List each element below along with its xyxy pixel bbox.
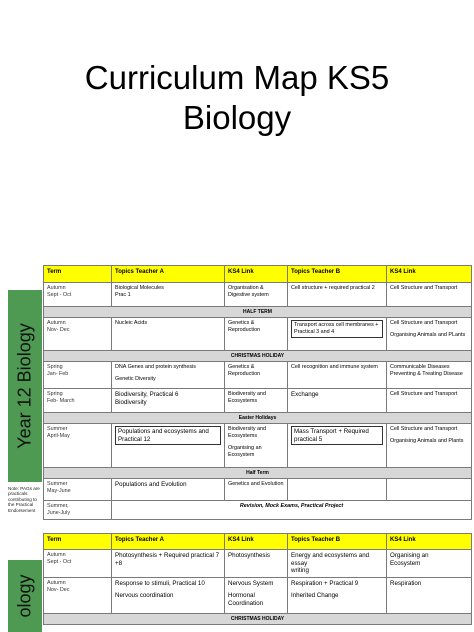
year12-label-text: Year 12 Biology xyxy=(14,323,35,449)
topics-b-cell: Exchange xyxy=(288,389,387,413)
table-row xyxy=(44,362,472,389)
header-topics-a: Topics Teacher A xyxy=(112,534,225,550)
topics-a-cell: Populations and ecosystems and Practical 12 xyxy=(112,424,225,468)
topics-a-cell: Nucleic Acids xyxy=(112,318,225,351)
ks4-a-cell: Genetics and Evolution xyxy=(225,479,288,501)
title-line-1: Curriculum Map KS5 xyxy=(84,59,390,96)
ks4-b-cell: Communicable Diseases Preventing & Treating Disease xyxy=(387,362,472,389)
term-cell: Autumn Nov- Dec xyxy=(44,318,112,351)
term-cell: Autumn Sept - Oct xyxy=(44,550,112,578)
page-title xyxy=(0,58,474,138)
table-row xyxy=(44,479,472,501)
revision-cell: Revision, Mock Exams, Practical Project xyxy=(112,501,472,520)
topics-b-cell: Cell recognition and immune system xyxy=(288,362,387,389)
term-cell: Spring Feb- March xyxy=(44,389,112,413)
table-row xyxy=(44,577,472,613)
term-cell: Autumn Sept - Oct xyxy=(44,283,112,307)
table-header-row xyxy=(44,534,472,550)
term-cell: Summer April-May xyxy=(44,424,112,468)
header-ks4-b: KS4 Link xyxy=(387,534,472,550)
topics-a-cell: Populations and Evolution xyxy=(112,479,225,501)
topics-b-cell: Mass Transport + Required practical 5 xyxy=(288,424,387,468)
header-term: Term xyxy=(44,534,112,550)
topics-a-cell: DNA Genes and protein synthesis Genetic Diversity xyxy=(112,362,225,389)
ks4-b-cell: Cell Structure and Transport Organising Animals and Plants xyxy=(387,424,472,468)
ks4-b-cell: Cell Structure and Transport xyxy=(387,283,472,307)
ks4-b-cell: Organising an Ecosystem xyxy=(387,550,472,578)
term-cell: Summer, June-July xyxy=(44,501,112,520)
year13-side-label xyxy=(8,560,42,632)
year12-curriculum-table xyxy=(43,265,472,520)
topics-a-cell: Biodiversity, Practical 6 Biodiversity xyxy=(112,389,225,413)
table-row xyxy=(44,550,472,578)
ks4-b-cell xyxy=(387,479,472,501)
term-cell: Spring Jan- Feb xyxy=(44,362,112,389)
term-cell: Summer May-June xyxy=(44,479,112,501)
table-row xyxy=(44,501,472,520)
holiday-row: Easter Holidays xyxy=(44,413,472,424)
ks4-b-cell: Respiration xyxy=(387,577,472,613)
ks4-b-cell: Cell Structure and Transport Organising Animals and PLants xyxy=(387,318,472,351)
title-line-2: Biology xyxy=(182,99,292,136)
holiday-row: Half Term xyxy=(44,468,472,479)
ks4-a-cell: Genetics & Reproduction xyxy=(225,362,288,389)
table-row xyxy=(44,424,472,468)
header-topics-b: Topics Teacher B xyxy=(288,534,387,550)
year13-curriculum-table xyxy=(43,533,472,625)
header-ks4-b: KS4 Link xyxy=(387,266,472,283)
holiday-row: HALF TERM xyxy=(44,307,472,318)
topics-b-cell: Transport across cell membranes + Practical 3 and 4 xyxy=(288,318,387,351)
table-row xyxy=(44,283,472,307)
ks4-a-cell: Genetics & Reproduction xyxy=(225,318,288,351)
topics-b-cell: Cell structure + required practical 2 xyxy=(288,283,387,307)
year13-label-text: ology xyxy=(14,574,35,618)
topics-b-cell: Energy and ecosystems and essay writing xyxy=(288,550,387,578)
practical-note: Note: PAGs are practicals contributing to the Practical Endorsement xyxy=(8,486,40,513)
year12-side-label xyxy=(8,290,42,482)
topics-b-cell: Respiration + Practical 9 Inherited Change xyxy=(288,577,387,613)
header-topics-a: Topics Teacher A xyxy=(112,266,225,283)
ks4-a-cell: Biodiversity and Ecosystems Organising an Ecosystem xyxy=(225,424,288,468)
table-row xyxy=(44,318,472,351)
holiday-row: CHRISTMAS HOLIDAY xyxy=(44,351,472,362)
header-ks4-a: KS4 Link xyxy=(225,534,288,550)
table-header-row xyxy=(44,266,472,283)
ks4-a-cell: Biodiversity and Ecosystems xyxy=(225,389,288,413)
ks4-a-cell: Nervous System Hormonal Coordination xyxy=(225,577,288,613)
topics-a-cell: Response to stimuli, Practical 10 Nervous coordination xyxy=(112,577,225,613)
holiday-row: CHRISTMAS HOLIDAY xyxy=(44,613,472,624)
ks4-a-cell: Organisation & Digestive system xyxy=(225,283,288,307)
header-ks4-a: KS4 Link xyxy=(225,266,288,283)
header-term: Term xyxy=(44,266,112,283)
topics-a-cell: Photosynthesis + Required practical 7 +8 xyxy=(112,550,225,578)
ks4-a-cell: Photosynthesis xyxy=(225,550,288,578)
header-topics-b: Topics Teacher B xyxy=(288,266,387,283)
term-cell: Autumn Nov- Dec xyxy=(44,577,112,613)
topics-a-cell: Biological Molecules Prac 1 xyxy=(112,283,225,307)
table-row xyxy=(44,389,472,413)
ks4-b-cell: Cell Structure and Transport xyxy=(387,389,472,413)
topics-b-cell xyxy=(288,479,387,501)
